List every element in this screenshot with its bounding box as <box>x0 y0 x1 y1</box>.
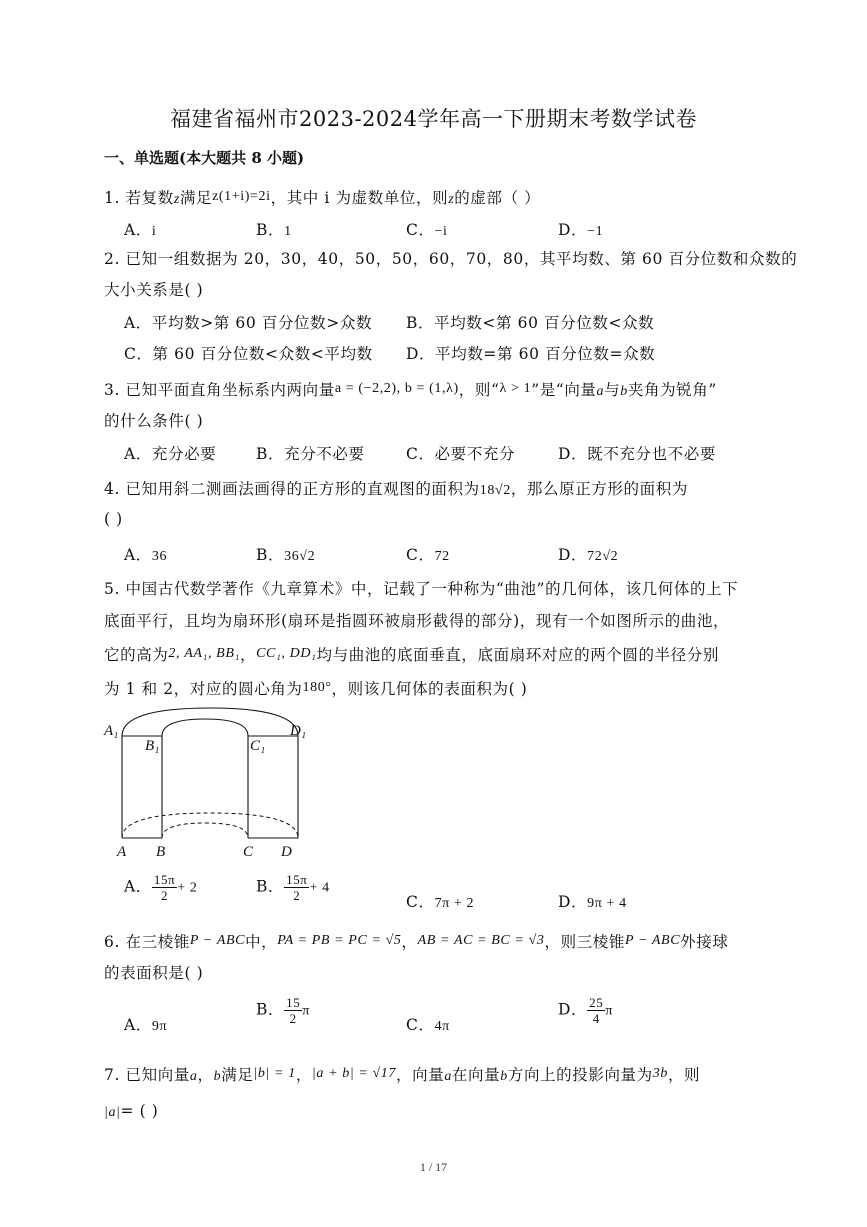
q1-option-d[interactable]: D．−1 <box>558 221 604 239</box>
q4-option-a[interactable]: A．36 <box>124 546 168 564</box>
q3-option-c[interactable]: C．必要不充分 <box>406 445 516 463</box>
q1-formula: z(1+i)=2i <box>212 189 271 204</box>
q3-option-b[interactable]: B．充分不必要 <box>256 445 365 463</box>
q1-option-a[interactable]: A．i <box>124 221 157 239</box>
question-5-line-3: 它的高为2, AA₁, BB₁，CC₁, DD₁均与曲池的底面垂直，底面扇环对应的两个圆的半径分别 <box>104 646 720 664</box>
question-5-line-1: 5. 中国古代数学著作《九章算术》中，记载了一种称为“曲池”的几何体，该几何体的上下 <box>104 580 739 598</box>
q2-option-d[interactable]: D．平均数=第 60 百分位数=众数 <box>406 345 656 363</box>
question-6-line-1: 6. 在三棱锥P − ABC中，PA = PB = PC = √5，AB = AC = BC = √3，则三棱锥P − ABC外接球 <box>104 933 729 951</box>
q3-vectors: a = (−2,2), b = (1,λ) <box>334 381 459 396</box>
question-4-line-1: 4. 已知用斜二测画法画得的正方形的直观图的面积为18√2，那么原正方形的面积为 <box>104 480 688 498</box>
label-c1: C₁ <box>250 738 266 754</box>
question-7-line-1: 7. 已知向量a，b满足|b| = 1，|a + b| = √17，向量a在向量b方向上的投影向量为3b，则 <box>104 1066 701 1084</box>
label-b1: B₁ <box>145 738 160 754</box>
question-2-line-2: 大小关系是( ) <box>104 281 204 299</box>
outer-top-arc <box>122 708 298 736</box>
question-2-line-1: 2. 已知一组数据为 20，30，40，50，50，60，70，80，其平均数、第 60 百分位数和众数的 <box>104 250 798 268</box>
question-5-line-4: 为 1 和 2，对应的圆心角为180°，则该几何体的表面积为( ) <box>104 680 528 698</box>
inner-top-arc <box>162 719 248 736</box>
q2-option-a[interactable]: A．平均数>第 60 百分位数>众数 <box>124 314 373 332</box>
question-6-line-2: 的表面积是( ) <box>104 964 204 982</box>
outer-bottom-arc <box>122 813 298 838</box>
q5-option-c[interactable]: C．7π + 2 <box>406 893 475 911</box>
label-d1: D₁ <box>290 723 307 739</box>
page-number: 1 / 17 <box>419 1160 448 1174</box>
q4-option-c[interactable]: C．72 <box>406 546 450 564</box>
curved-pool-figure <box>100 705 320 860</box>
question-3-line-2: 的什么条件( ) <box>104 412 204 430</box>
question-4-line-2: ( ) <box>104 510 123 528</box>
question-5-line-2: 底面平行，且均为扇环形(扇环是指圆环被扇形截得的部分)，现有一个如图所示的曲池， <box>104 612 730 630</box>
q5-angle: 180° <box>302 680 332 695</box>
label-d: D <box>281 844 292 860</box>
q4-area: 18√2 <box>479 483 511 498</box>
q1-option-b[interactable]: B．1 <box>256 221 292 239</box>
q5-option-b[interactable]: B． $\frac{15\pi}{2}$ + 4 <box>256 872 330 903</box>
question-3-line-1: 3. 已知平面直角坐标系内两向量a = (−2,2), b = (1,λ)，则“λ > 1”是“向量a与b夹角为锐角” <box>104 381 717 399</box>
section-heading: 一、单选题(本大题共 8 小题) <box>104 149 305 167</box>
q3-option-d[interactable]: D．既不充分也不必要 <box>558 445 716 463</box>
label-c: C <box>243 844 254 860</box>
page-title: 福建省福州市2023-2024学年高一下册期末考数学试卷 <box>170 107 697 131</box>
q3-option-a[interactable]: A．充分必要 <box>124 445 217 463</box>
q4-option-b[interactable]: B．36√2 <box>256 546 316 564</box>
q6-option-b[interactable]: B． $\frac{15}{2}$ π <box>256 995 310 1026</box>
question-7-line-2: |a|= ( ) <box>104 1102 159 1120</box>
label-a: A <box>117 844 127 860</box>
q6-option-a[interactable]: A．9π <box>124 1016 168 1034</box>
question-1: 1. 若复数z满足z(1+i)=2i，其中 i 为虚数单位，则z的虚部（ ） <box>104 189 541 207</box>
inner-bottom-arc <box>162 823 248 838</box>
q5-option-d[interactable]: D．9π + 4 <box>558 893 627 911</box>
q2-option-c[interactable]: C．第 60 百分位数<众数<平均数 <box>124 345 373 363</box>
q6-option-d[interactable]: D． $\frac{25}{4}$ π <box>558 995 614 1026</box>
q1-option-c[interactable]: C．−i <box>406 221 448 239</box>
q5-option-a[interactable]: A． $\frac{15\pi}{2}$ + 2 <box>124 872 198 903</box>
label-a1: A₁ <box>104 723 119 739</box>
q2-option-b[interactable]: B．平均数<第 60 百分位数<众数 <box>406 314 655 332</box>
q6-option-c[interactable]: C．4π <box>406 1016 450 1034</box>
label-b: B <box>156 844 166 860</box>
q4-option-d[interactable]: D．72√2 <box>558 546 619 564</box>
